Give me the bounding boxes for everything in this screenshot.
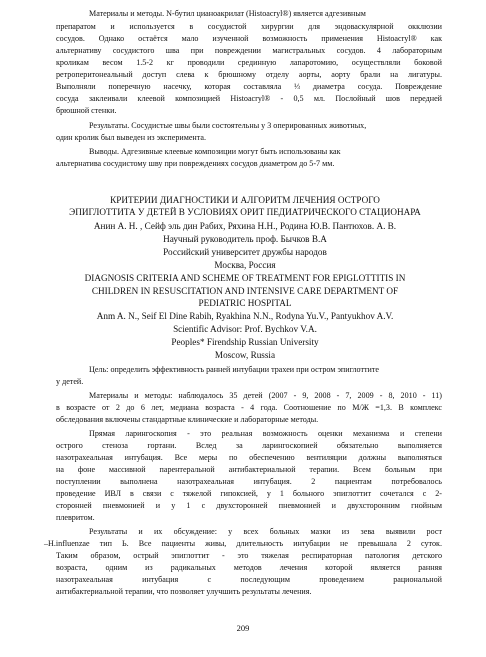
paragraph-line: Результаты и их обсуждение: у всех больных мазки из зева выявили рост [89,527,442,536]
paragraph-line: обследования включены стандартные клинические и лабораторные методы. [56,415,319,424]
paragraph-line: Материалы и методы: наблюдалось 35 детей (2007 - 9, 2008 - 7, 2009 - 8, 2010 - 11) [89,391,442,400]
paragraph-line: Таким образом, острый эпиглоттит - это тяжелая респираторная патология детского [56,551,442,560]
advisor-ru: Научный руководитель проф. Бычков В.А [163,234,327,244]
paragraph-line: у детей. [56,377,84,386]
paragraph-line: альтернативу сосудистого шва при повреждении магистральных сосудов. 4 лабораторным [56,46,442,55]
paragraph-line: Выводы. Адгезивные клеевые композиции могут быть использованы как [89,147,341,156]
title-line-en: CHILDREN IN RESUSCITATION AND INTENSIVE CARE DEPARTMENT OF [91,286,399,296]
title-line-ru: КРИТЕРИИ ДИАГНОСТИКИ И АЛГОРИТМ ЛЕЧЕНИЯ ОСТРОГО [110,195,380,205]
paragraph-line: возраста, одним из радикальных методов лечения которой является ранняя [56,563,442,572]
paragraph-line: антибактериальной терапии, что позволяет улучшить результаты лечения. [56,587,312,596]
paragraph-line: сторонней пневмонией и у 1 с двухсторонней пневмонией и двухсторонним гнойным [56,501,442,510]
university-en: Peoples* Firendship Russian University [171,337,319,347]
paragraph-line: назотрахеальная интубация. Все меры по обеспечению вентиляции должны выполняться [56,453,442,462]
paragraph-line: проведение ИВЛ в связи с тяжелой гипоксией, у 1 больного эпиглоттит сочетался с 2- [56,489,442,498]
paragraph-line: острого стеноза гортани. Вслед за ларингоскопией обязательно выполняется [56,441,442,450]
paragraph-line: препаратом и используется в сосудистой хирургии для эндоваскулярной окклюзии [56,22,442,31]
paragraph-line: плевритом. [56,513,95,522]
paragraph-line: один кролик был выведен из эксперимента. [56,133,207,142]
paragraph-line: альтернатива сосудистому шву при повреждениях сосудов диаметром до 5-7 мм. [56,159,335,168]
paragraph-line: кроликам весом 1.5-2 кг проводили срединную лапаротомию, осуществляли боковой [56,58,442,67]
title-line-en: PEDIATRIC HOSPITAL [198,298,292,308]
paragraph-line: на фоне массивной парентеральной антибактериальной терапии. Всем больным при [56,465,442,474]
paragraph-line: поступлении выполнена назотрахеальная интубация. 2 пациентам потребовалось [56,477,442,486]
authors-ru: Анин А. Н. , Сейф эль дин Рабих, Ряхина Н.Н., Родина Ю.В. Пантюхов. А. В. [93,221,397,231]
paragraph-line: сосудов. Однако остаётся мало изученной возможность применения Histoacryl® как [56,34,442,43]
paragraph-line: брюшной стенки. [56,106,117,115]
page-number: 209 [236,623,250,633]
title-line-ru: ЭПИГЛОТТИТА У ДЕТЕЙ В УСЛОВИЯХ ОРИТ ПЕДИАТРИЧЕСКОГО СТАЦИОНАРА [69,207,421,217]
paragraph-line: Материалы и методы. N-бутил цианоакрилат (Histoacryl®) является адгезивным [89,9,366,18]
city-ru: Москва, Россия [214,260,276,270]
paragraph-line: Цель: определить эффективность ранней интубации трахеи при остром эпиглоттите [89,365,380,374]
paragraph-line: в возрасте от 2 до 6 лет, медиана возраста - 4 года. Соотношение по М/Ж =1,3. В комплекс [56,403,442,412]
advisor-en: Scientific Advisor: Prof. Bychkov V.A. [173,324,317,334]
paragraph-line: Выполняли поперечную насечку, которая составляла ⅓ диаметра сосуда. Повреждение [56,82,442,91]
paragraph-line: –H.influenzae тип Ь. Все пациенты живы, длительность интубации не превышала 2 суток. [44,539,442,548]
university-ru: Российский университет дружбы народов [163,247,327,257]
paragraph-line: ретроперитонеальный доступ слева к брюшному отделу аорты, аорту брали на лигатуры. [56,70,442,79]
title-line-en: DIAGNOSIS CRITERIA AND SCHEME OF TREATMENT FOR EPIGLOTTITIS IN [84,273,406,283]
authors-en: Anm A. N., Seif El Dine Rabih, Ryakhina N.N., Rodyna Yu.V., Pantyukhov A.V. [96,311,394,321]
paragraph-line: назотрахеальная интубация с последующим проведением рациональной [56,575,442,584]
city-en: Moscow, Russia [214,350,276,360]
paragraph-line: сосуда заклеивали клеевой композицией Histoacryl® - 0,5 мл. Послойный шов передней [56,94,442,103]
paragraph-line: Прямая ларингоскопия - это реальная возможность оценки механизма и степени [89,429,442,438]
paragraph-line: Результаты. Сосудистые швы были состоятельны у 3 оперированных животных, [89,121,367,130]
